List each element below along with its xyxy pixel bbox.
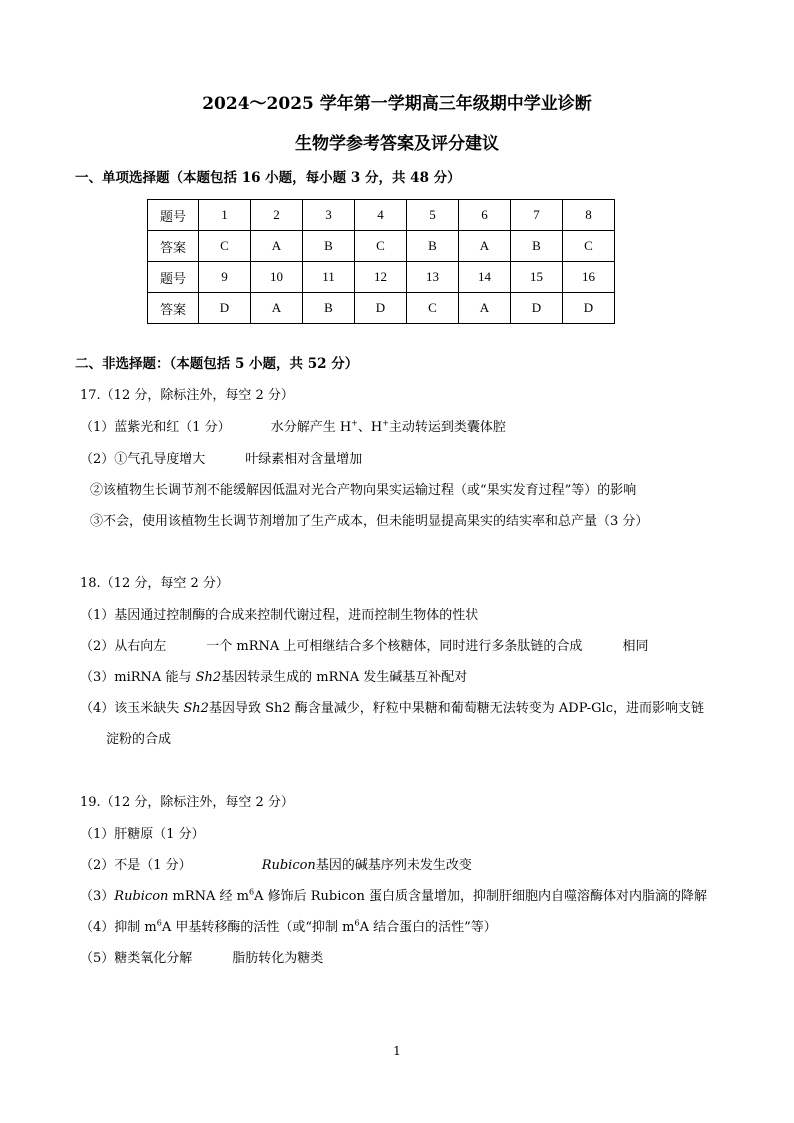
row-label: 答案 bbox=[148, 293, 199, 324]
table-cell: B bbox=[303, 231, 355, 262]
table-cell: B bbox=[407, 231, 459, 262]
q18-heading: 18.（12 分，每空 2 分） bbox=[80, 576, 229, 591]
superscript: 6 bbox=[354, 918, 360, 928]
table-cell: 11 bbox=[303, 262, 355, 293]
section-heading-non-choice: 二、非选择题：（本题包括 5 小题，共 52 分） bbox=[75, 356, 359, 372]
q17-answer-2-ii: ②该植物生长调节剂不能缓解因低温对光合产物向果实运输过程（或“果实发育过程”等）的影响 bbox=[90, 483, 637, 498]
table-row bbox=[148, 262, 615, 293]
table-cell: 10 bbox=[251, 262, 303, 293]
table-cell: C bbox=[563, 231, 615, 262]
text: （3） bbox=[80, 889, 115, 904]
text: （4）该玉米缺失 bbox=[80, 701, 184, 716]
text: 基因转录生成的 mRNA 发生碱基互补配对 bbox=[221, 670, 468, 685]
row-label: 题号 bbox=[148, 262, 199, 293]
text: A 甲基转移酶的活性（或“抑制 m bbox=[161, 920, 355, 935]
q18-answer-1: （1）基因通过控制酶的合成来控制代谢过程，进而控制生物体的性状 bbox=[80, 608, 479, 623]
row-label: 题号 bbox=[148, 200, 199, 231]
q19-answer-5 bbox=[80, 947, 323, 966]
text: 、H bbox=[357, 420, 383, 435]
table-cell: D bbox=[355, 293, 407, 324]
text: 水分解产生 H bbox=[270, 420, 352, 435]
page-subtitle: 生物学参考答案及评分建议 bbox=[295, 134, 499, 154]
text: 基因的碱基序列未发生改变 bbox=[315, 858, 472, 873]
q17-answer-2 bbox=[80, 448, 362, 467]
q17-heading: 17.（12 分，除标注外，每空 2 分） bbox=[80, 388, 294, 403]
table-cell: A bbox=[459, 293, 511, 324]
table-cell: A bbox=[251, 231, 303, 262]
q17-answer-1 bbox=[80, 416, 506, 435]
answer-table bbox=[147, 199, 615, 324]
table-cell: 16 bbox=[563, 262, 615, 293]
table-cell: 4 bbox=[355, 200, 407, 231]
gene-name: Sh2 bbox=[183, 701, 209, 716]
table-cell: C bbox=[407, 293, 459, 324]
table-cell: 5 bbox=[407, 200, 459, 231]
row-label: 答案 bbox=[148, 231, 199, 262]
text: A 修饰后 Rubicon 蛋白质含量增加，抑制肝细胞内自噬溶酶体对内脂滴的降解 bbox=[254, 889, 708, 904]
table-cell: 1 bbox=[199, 200, 251, 231]
text: （1）蓝紫光和红（1 分） bbox=[80, 420, 231, 435]
text: （2）不是（1 分） bbox=[80, 858, 192, 873]
table-row bbox=[148, 200, 615, 231]
text: （5）糖类氧化分解 bbox=[80, 951, 193, 966]
table-cell: A bbox=[459, 231, 511, 262]
table-cell: 13 bbox=[407, 262, 459, 293]
table-cell: 3 bbox=[303, 200, 355, 231]
text: 相同 bbox=[622, 639, 649, 654]
superscript: + bbox=[351, 418, 358, 428]
q18-answer-4-cont: 淀粉的合成 bbox=[106, 732, 172, 747]
table-cell: 8 bbox=[563, 200, 615, 231]
q19-heading: 19.（12 分，除标注外，每空 2 分） bbox=[80, 795, 294, 810]
table-cell: D bbox=[511, 293, 563, 324]
text: （2）①气孔导度增大 bbox=[80, 452, 206, 467]
table-cell: B bbox=[511, 231, 563, 262]
table-cell: 7 bbox=[511, 200, 563, 231]
q19-answer-3 bbox=[80, 885, 707, 904]
gene-name: Rubicon bbox=[261, 858, 316, 873]
q19-answer-2 bbox=[80, 854, 472, 873]
text: mRNA 经 m bbox=[168, 889, 250, 904]
page-number: 1 bbox=[393, 1044, 401, 1058]
table-cell: B bbox=[303, 293, 355, 324]
superscript: + bbox=[382, 418, 389, 428]
text: A 结合蛋白的活性”等） bbox=[359, 920, 497, 935]
table-cell: 9 bbox=[199, 262, 251, 293]
page-title: 2024～2025 学年第一学期高三年级期中学业诊断 bbox=[202, 94, 592, 114]
q17-answer-2-iii: ③不会，使用该植物生长调节剂增加了生产成本，但未能明显提高果实的结实率和总产量（3 分） bbox=[90, 514, 649, 529]
table-cell: 15 bbox=[511, 262, 563, 293]
text: 一个 mRNA 上可相继结合多个核糖体，同时进行多条肽链的合成 bbox=[206, 639, 583, 654]
table-row bbox=[148, 293, 615, 324]
table-cell: 12 bbox=[355, 262, 407, 293]
gene-name: Rubicon bbox=[114, 889, 169, 904]
text: 主动转运到类囊体腔 bbox=[388, 420, 506, 435]
table-cell: A bbox=[251, 293, 303, 324]
q18-answer-4 bbox=[80, 697, 704, 716]
table-cell: 2 bbox=[251, 200, 303, 231]
table-cell: C bbox=[199, 231, 251, 262]
q19-answer-1: （1）肝糖原（1 分） bbox=[80, 827, 205, 842]
table-cell: 6 bbox=[459, 200, 511, 231]
text: （4）抑制 m bbox=[80, 920, 157, 935]
superscript: 6 bbox=[156, 918, 162, 928]
gene-name: Sh2 bbox=[195, 670, 222, 685]
table-row bbox=[148, 231, 615, 262]
text: 叶绿素相对含量增加 bbox=[245, 452, 363, 467]
section-heading-multiple-choice: 一、单项选择题（本题包括 16 小题，每小题 3 分，共 48 分） bbox=[75, 170, 461, 186]
superscript: 6 bbox=[249, 887, 255, 897]
q18-answer-2 bbox=[80, 635, 648, 654]
text: 基因导致 Sh2 酶含量减少，籽粒中果糖和葡萄糖无法转变为 ADP-Glc，进而影响支链 bbox=[208, 701, 704, 716]
q19-answer-4 bbox=[80, 916, 497, 935]
table-cell: D bbox=[563, 293, 615, 324]
table-cell: C bbox=[355, 231, 407, 262]
text: 脂肪转化为糖类 bbox=[232, 951, 324, 966]
text: （2）从右向左 bbox=[80, 639, 167, 654]
text: （3）miRNA 能与 bbox=[80, 670, 196, 685]
table-cell: 14 bbox=[459, 262, 511, 293]
q18-answer-3 bbox=[80, 666, 467, 685]
table-cell: D bbox=[199, 293, 251, 324]
